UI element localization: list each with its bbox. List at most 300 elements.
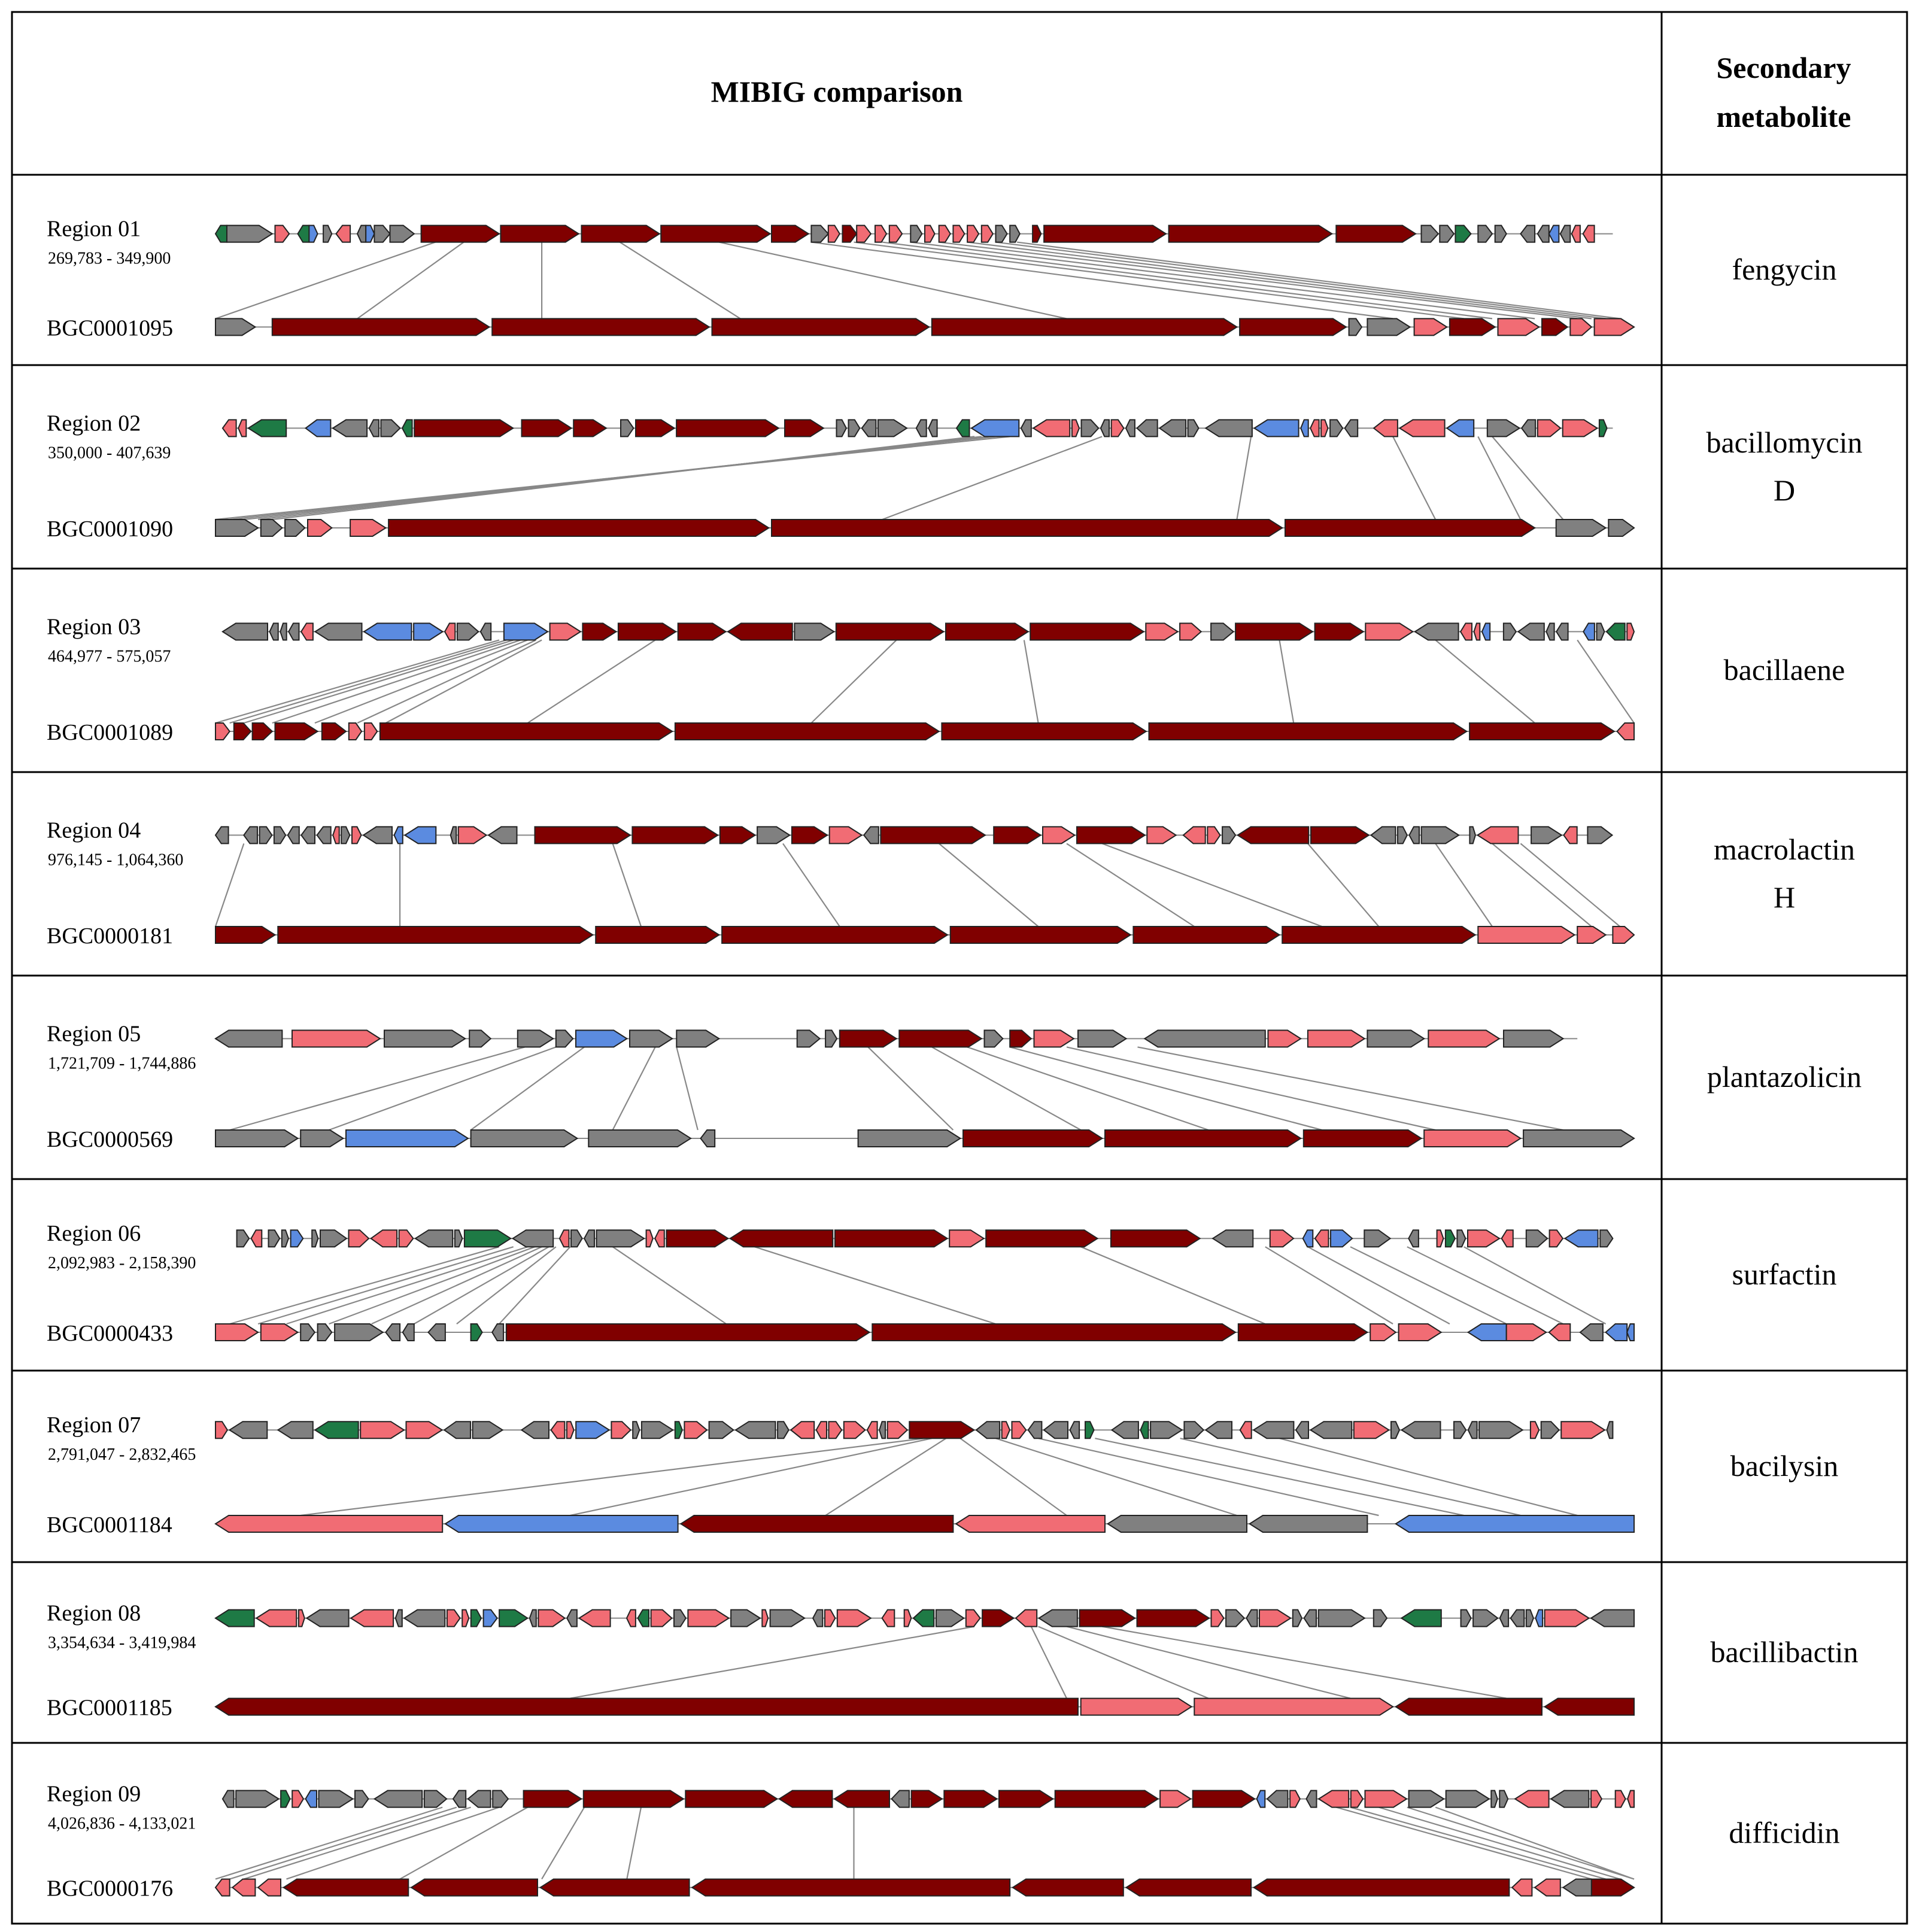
gene-arrow: [315, 623, 362, 640]
gene-arrow: [944, 1791, 997, 1808]
gene-arrow: [925, 226, 935, 242]
bgc-genes: [215, 1879, 1634, 1896]
gene-arrow: [1592, 1879, 1634, 1896]
gene-arrow: [1399, 1324, 1441, 1341]
gene-arrow: [770, 1610, 805, 1627]
homology-link: [1102, 843, 1322, 926]
gene-arrow: [289, 623, 299, 640]
homology-link: [287, 1808, 500, 1879]
gene-arrow: [1240, 1421, 1252, 1438]
gene-arrow: [882, 1610, 895, 1627]
bgc-accession: BGC0001089: [47, 720, 174, 745]
gene-arrow: [1473, 1610, 1498, 1627]
gene-arrow: [223, 1791, 234, 1808]
gene-arrow: [1150, 1421, 1182, 1438]
gene-arrow: [394, 827, 403, 843]
gene-arrow: [318, 1324, 332, 1341]
gene-arrow: [1293, 1610, 1302, 1627]
homology-link: [967, 242, 1592, 319]
region-coordinates: 350,000 - 407,639: [48, 443, 171, 463]
region-label: Region 02: [47, 411, 141, 436]
homology-link: [967, 1047, 1209, 1130]
gene-arrow: [1428, 1030, 1499, 1047]
secondary-metabolite-name: surfactin: [1732, 1257, 1837, 1291]
gene-arrow: [230, 1421, 268, 1438]
homology-link: [1017, 242, 1620, 319]
gene-arrow: [215, 318, 255, 335]
gene-arrow: [538, 1610, 564, 1627]
table-header: [711, 51, 1851, 133]
gene-arrow: [288, 827, 299, 843]
gene-arrow: [1455, 226, 1471, 242]
homology-link: [287, 1247, 528, 1324]
homology-link: [414, 1247, 549, 1324]
homology-link: [230, 1808, 457, 1879]
gene-arrow: [270, 623, 278, 640]
gene-arrow: [1213, 1230, 1253, 1247]
gene-arrow: [1354, 1421, 1389, 1438]
gene-arrow: [215, 1879, 230, 1896]
gene-arrow: [1606, 1324, 1627, 1341]
gene-arrow: [215, 1421, 227, 1438]
homology-link: [1095, 1438, 1463, 1515]
gene-arrow: [1495, 226, 1507, 242]
gene-arrow: [315, 1421, 358, 1438]
cluster-row: [47, 818, 1855, 949]
homology-link: [1280, 640, 1294, 723]
homology-link: [627, 1808, 641, 1879]
gene-arrow: [285, 520, 305, 536]
gene-arrow: [1270, 1230, 1293, 1247]
gene-arrow: [357, 226, 366, 242]
gene-arrow: [1447, 420, 1474, 436]
cluster-row: [47, 1021, 1862, 1152]
region-label: Region 01: [47, 216, 141, 242]
homology-link: [910, 242, 1535, 319]
homology-link: [868, 1047, 953, 1130]
gene-arrow: [956, 1515, 1105, 1532]
bgc-accession: BGC0000176: [47, 1876, 174, 1901]
gene-arrow: [1207, 827, 1220, 843]
gene-arrow: [834, 1791, 889, 1808]
gene-arrow: [976, 1421, 1000, 1438]
gene-arrow: [844, 1421, 866, 1438]
gene-arrow: [299, 1610, 305, 1627]
region-genes: [215, 1610, 1634, 1627]
gene-arrow: [1450, 318, 1495, 335]
gene-arrow: [1424, 1130, 1520, 1147]
cluster-rows: [47, 217, 1863, 1901]
gene-arrow: [1401, 1610, 1441, 1627]
gene-arrow: [232, 1879, 255, 1896]
gene-arrow: [1522, 420, 1535, 436]
gene-arrow: [1016, 1610, 1037, 1627]
gene-arrow: [414, 420, 513, 436]
homology-link: [755, 1247, 996, 1324]
gene-arrow: [451, 827, 457, 843]
gene-arrow: [1627, 623, 1634, 640]
homology-link: [1435, 843, 1492, 926]
gene-arrow: [1039, 1610, 1077, 1627]
gene-arrow: [1149, 723, 1467, 740]
gene-arrow: [1396, 1699, 1542, 1715]
gene-arrow: [633, 1421, 639, 1438]
homology-link: [939, 843, 1039, 926]
gene-arrow: [584, 1230, 594, 1247]
homology-link: [215, 242, 435, 319]
homology-link: [854, 242, 1464, 319]
gene-arrow: [1446, 1230, 1455, 1247]
gene-arrow: [1194, 1699, 1393, 1715]
region-label: Region 07: [47, 1412, 141, 1438]
secondary-metabolite-name: bacilysin: [1730, 1449, 1839, 1483]
region-genes: [223, 1791, 1634, 1808]
gene-arrow: [701, 1130, 715, 1147]
gene-arrow: [939, 226, 951, 242]
homology-link: [471, 1047, 585, 1130]
gene-arrow: [1545, 1610, 1589, 1627]
region-coordinates: 976,145 - 1,064,360: [48, 850, 184, 870]
secondary-metabolite-name: bacillomycin: [1706, 426, 1863, 459]
gene-arrow: [953, 226, 964, 242]
region-label: Region 04: [47, 818, 141, 843]
gene-arrow: [350, 520, 385, 536]
gene-arrow: [215, 226, 227, 242]
gene-arrow: [281, 1791, 290, 1808]
gene-arrow: [840, 1030, 897, 1047]
gene-arrow: [1446, 1791, 1489, 1808]
gene-arrow: [1595, 318, 1634, 335]
gene-arrow: [275, 723, 318, 740]
region-label: Region 08: [47, 1600, 141, 1626]
gene-arrow: [828, 226, 840, 242]
secondary-metabolite-name: plantazolicin: [1707, 1060, 1862, 1093]
gene-arrow: [1526, 1610, 1534, 1627]
gene-arrow: [1577, 926, 1605, 943]
secondary-metabolite-name: difficidin: [1729, 1816, 1840, 1849]
gene-arrow: [1535, 1879, 1560, 1896]
homology-link: [300, 1438, 925, 1515]
gene-arrow: [655, 1230, 664, 1247]
gene-arrow: [424, 1791, 447, 1808]
gene-arrow: [1306, 1791, 1316, 1808]
region-coordinates: 4,026,836 - 4,133,021: [48, 1814, 196, 1833]
gene-arrow: [301, 827, 315, 843]
bgc-genes: [215, 520, 1634, 536]
gene-arrow: [910, 226, 922, 242]
homology-link: [570, 1438, 932, 1515]
gene-arrow: [445, 623, 455, 640]
gene-arrow: [447, 1610, 460, 1627]
gene-arrow: [481, 623, 491, 640]
homology-link: [825, 1438, 946, 1515]
gene-arrow: [878, 420, 907, 436]
gene-arrow: [632, 827, 718, 843]
gene-arrow: [1055, 1791, 1158, 1808]
homology-link: [357, 640, 536, 723]
gene-arrow: [576, 1421, 609, 1438]
gene-arrow: [312, 1230, 318, 1247]
gene-arrow: [1013, 1879, 1124, 1896]
gene-arrow: [1188, 420, 1199, 436]
gene-arrow: [1321, 420, 1328, 436]
gene-arrow: [892, 1791, 909, 1808]
gene-arrow: [986, 1230, 1097, 1247]
homology-link: [329, 1247, 535, 1324]
gene-arrow: [349, 723, 362, 740]
gene-arrow: [1613, 926, 1634, 943]
gene-arrow: [567, 1610, 577, 1627]
gene-arrow: [1474, 623, 1480, 640]
gene-arrow: [736, 1421, 776, 1438]
homology-link: [230, 1047, 525, 1130]
gene-arrow: [1546, 623, 1554, 640]
gene-arrow: [837, 420, 846, 436]
gene-arrow: [666, 1230, 728, 1247]
gene-arrow: [1563, 420, 1598, 436]
gene-arrow: [966, 1610, 980, 1627]
gene-arrow: [1315, 1230, 1329, 1247]
gene-arrow: [1597, 623, 1605, 640]
bgc-accession: BGC0001095: [47, 315, 174, 341]
gene-arrow: [1235, 623, 1313, 640]
gene-arrow: [1160, 1791, 1191, 1808]
gene-arrow: [215, 1324, 258, 1341]
gene-arrow: [936, 1610, 964, 1627]
gene-arrow: [642, 1421, 673, 1438]
gene-arrow: [1193, 1791, 1255, 1808]
gene-arrow: [1253, 1421, 1293, 1438]
gene-arrow: [651, 1610, 672, 1627]
gene-arrow: [390, 226, 414, 242]
homology-link: [1067, 843, 1194, 926]
gene-arrow: [1364, 1230, 1390, 1247]
gene-arrow: [1617, 723, 1634, 740]
gene-arrow: [341, 827, 350, 843]
gene-arrow: [388, 520, 769, 536]
homology-link: [542, 1808, 584, 1879]
gene-arrow: [778, 1421, 789, 1438]
gene-arrow: [421, 226, 499, 242]
homology-link: [315, 640, 528, 723]
gene-arrow: [504, 623, 548, 640]
gene-arrow: [836, 623, 944, 640]
gene-arrow: [453, 1791, 466, 1808]
gene-arrow: [1147, 827, 1176, 843]
gene-arrow: [364, 623, 411, 640]
homology-links: [230, 1247, 1606, 1324]
gene-arrow: [630, 1030, 672, 1047]
gene-arrow: [1105, 1130, 1301, 1147]
gene-arrow: [284, 1879, 409, 1896]
gene-arrow: [928, 420, 937, 436]
homology-link: [1237, 436, 1251, 520]
gene-arrow: [1315, 623, 1364, 640]
gene-arrow: [457, 623, 478, 640]
homology-link: [272, 436, 974, 520]
region-coordinates: 1,721,709 - 1,744,886: [48, 1054, 196, 1073]
gene-arrow: [1607, 623, 1625, 640]
gene-arrow: [518, 1030, 553, 1047]
gene-arrow: [223, 623, 268, 640]
gene-arrow: [1043, 827, 1074, 843]
gene-arrow: [1144, 1030, 1265, 1047]
gene-arrow: [1627, 1324, 1634, 1341]
gene-arrow: [1468, 1421, 1477, 1438]
gene-arrow: [351, 1610, 393, 1627]
homology-link: [1067, 1047, 1435, 1130]
gene-arrow: [522, 420, 572, 436]
gene-arrow: [282, 1230, 289, 1247]
gene-arrow: [1440, 226, 1454, 242]
gene-arrow: [1399, 420, 1444, 436]
gene-arrow: [857, 226, 871, 242]
gene-arrow: [825, 1030, 837, 1047]
gene-arrow: [292, 1030, 380, 1047]
gene-arrow: [551, 1421, 565, 1438]
gene-arrow: [1409, 827, 1419, 843]
gene-arrow: [371, 1230, 397, 1247]
gene-arrow: [813, 1610, 822, 1627]
gene-arrow: [1082, 420, 1099, 436]
gene-arrow: [1478, 226, 1492, 242]
gene-arrow: [506, 1324, 870, 1341]
gene-arrow: [867, 1421, 877, 1438]
gene-arrow: [1330, 420, 1343, 436]
gene-arrow: [996, 226, 1007, 242]
secondary-metabolite-heading-line2: metabolite: [1716, 100, 1851, 133]
cluster-row: [47, 411, 1863, 542]
secondary-metabolite-heading-line1: Secondary: [1716, 51, 1851, 84]
gene-arrow: [1226, 1610, 1244, 1627]
gene-arrow: [375, 1791, 423, 1808]
gene-arrow: [1146, 623, 1177, 640]
gene-arrow: [404, 1610, 445, 1627]
gene-arrow: [1259, 1610, 1291, 1627]
gene-arrow: [306, 420, 331, 436]
mibig-comparison-heading: MIBIG comparison: [710, 75, 963, 108]
gene-arrow: [215, 926, 275, 943]
homology-link: [1280, 1438, 1578, 1515]
gene-arrow: [579, 1610, 611, 1627]
gene-arrow: [835, 1230, 948, 1247]
gene-arrow: [1572, 226, 1580, 242]
cluster-row: [47, 614, 1845, 745]
homology-link: [400, 1808, 527, 1879]
gene-arrow: [816, 1421, 827, 1438]
gene-arrow: [488, 827, 517, 843]
gene-arrow: [720, 827, 755, 843]
gene-arrow: [709, 1421, 734, 1438]
gene-arrow: [493, 1791, 508, 1808]
gene-arrow: [396, 1610, 402, 1627]
gene-arrow: [1511, 1610, 1525, 1627]
gene-arrow: [1460, 623, 1472, 640]
gene-arrow: [319, 1791, 353, 1808]
gene-arrow: [223, 420, 236, 436]
gene-arrow: [1500, 1610, 1508, 1627]
homology-link: [676, 1047, 698, 1130]
gene-arrow: [1351, 1791, 1363, 1808]
gene-arrow: [794, 623, 834, 640]
gene-arrow: [864, 827, 879, 843]
gene-arrow: [1140, 1421, 1148, 1438]
gene-arrow: [1311, 827, 1369, 843]
gene-arrow: [471, 1130, 578, 1147]
gene-arrow: [215, 827, 229, 843]
gene-arrow: [215, 1130, 298, 1147]
region-genes: [215, 1030, 1563, 1047]
gene-arrow: [675, 1421, 682, 1438]
gene-arrow: [556, 1030, 573, 1047]
gene-arrow: [492, 318, 709, 335]
gene-arrow: [1319, 1791, 1349, 1808]
gene-arrow: [1627, 1791, 1634, 1808]
homology-link: [1039, 1438, 1379, 1515]
gene-arrow: [1211, 1610, 1224, 1627]
gene-arrow: [772, 226, 809, 242]
gene-arrow: [365, 723, 377, 740]
gene-arrow: [899, 1030, 982, 1047]
gene-arrow: [1402, 1421, 1441, 1438]
gene-arrow: [1282, 926, 1475, 943]
region-label: Region 06: [47, 1221, 141, 1247]
gene-arrow: [269, 1230, 280, 1247]
homology-links: [215, 436, 1563, 520]
gene-arrow: [1268, 1030, 1301, 1047]
gene-arrow: [1414, 318, 1447, 335]
gene-arrow: [360, 1421, 404, 1438]
gene-arrow: [829, 1421, 842, 1438]
gene-arrow: [1482, 623, 1490, 640]
bgc-accession: BGC0001090: [47, 517, 174, 542]
gene-arrow: [1468, 1230, 1499, 1247]
gene-arrow: [1240, 318, 1346, 335]
gene-arrow: [862, 420, 876, 436]
gene-arrow: [1077, 827, 1145, 843]
gene-arrow: [1319, 1610, 1365, 1627]
gene-arrow: [513, 1230, 554, 1247]
homology-links: [215, 1808, 1634, 1879]
gene-arrow: [1331, 1230, 1352, 1247]
gene-arrow: [1570, 318, 1592, 335]
gene-arrow: [429, 1324, 445, 1341]
gene-arrow: [1551, 1791, 1589, 1808]
gene-arrow: [336, 226, 351, 242]
gene-arrow: [1507, 1324, 1546, 1341]
gene-arrow: [261, 1324, 298, 1341]
gene-arrow: [215, 520, 258, 536]
gene-arrow: [1502, 1230, 1513, 1247]
homology-link: [1138, 1047, 1563, 1130]
region-genes: [215, 827, 1612, 843]
gene-arrow: [1600, 1230, 1613, 1247]
gene-arrow: [779, 1791, 833, 1808]
gene-arrow: [323, 226, 332, 242]
gene-arrow: [971, 420, 1019, 436]
gene-arrow: [1044, 226, 1166, 242]
homology-link: [620, 242, 740, 319]
gene-arrow: [258, 1879, 281, 1896]
gene-arrow: [355, 1791, 369, 1808]
gene-arrow: [256, 1610, 296, 1627]
gene-arrow: [524, 1791, 582, 1808]
gene-arrow: [1478, 827, 1519, 843]
gene-arrow: [1169, 226, 1332, 242]
gene-arrow: [349, 1230, 369, 1247]
gene-arrow: [1520, 226, 1535, 242]
gene-arrow: [1296, 1421, 1308, 1438]
